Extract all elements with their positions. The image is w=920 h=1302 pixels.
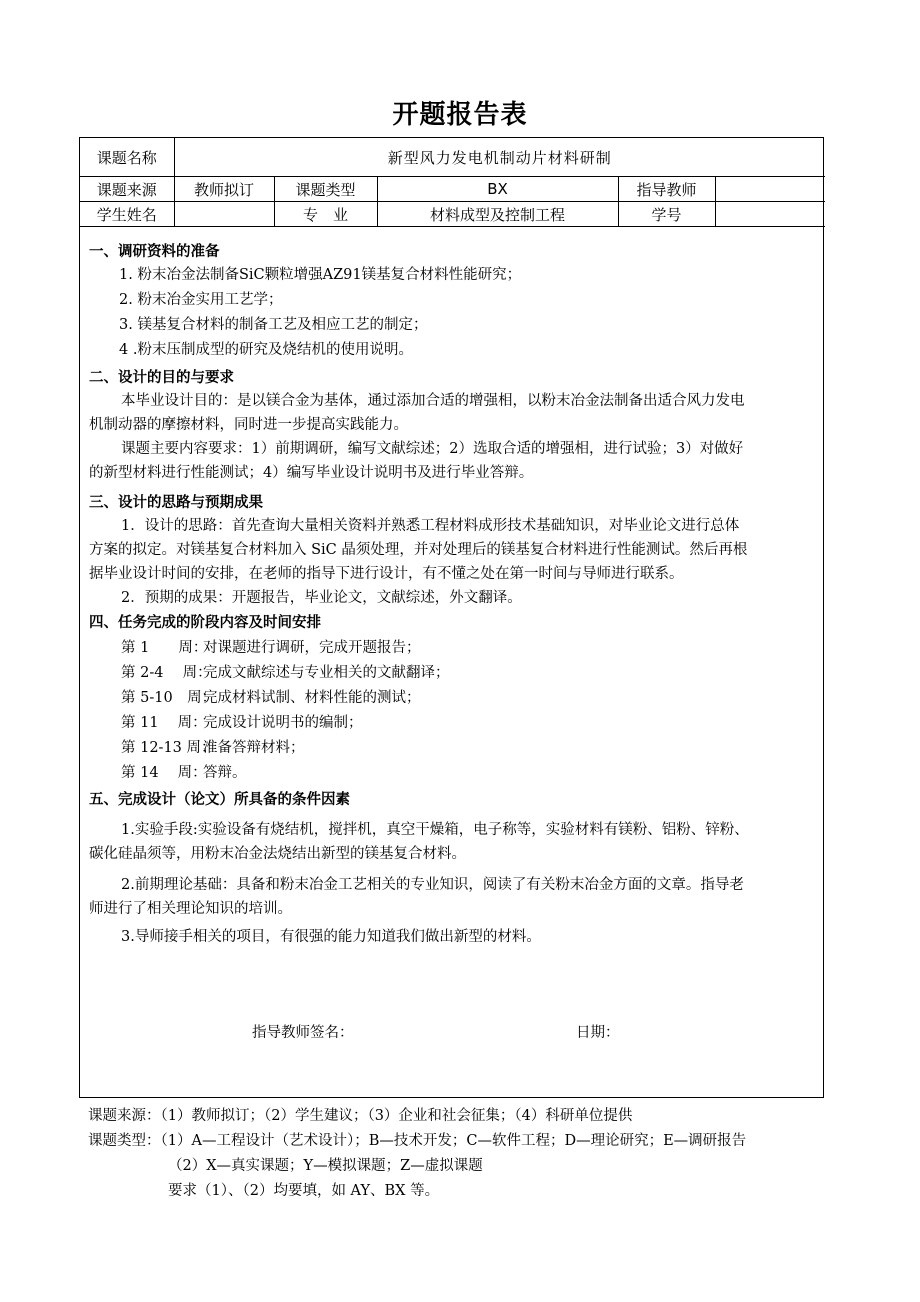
list-item: 3. 镁基复合材料的制备工艺及相应工艺的制定； (119, 317, 428, 333)
schedule-task: 答辩。 (203, 765, 247, 781)
paragraph-line: 碳化硅晶须等，用粉末冶金法烧结出新型的镁基复合材料。 (89, 846, 466, 862)
paragraph-line: 2.前期理论基础：具备和粉末冶金工艺相关的专业知识，阅读了有关粉末冶金方面的文章。指导老 (121, 877, 744, 893)
schedule-week: 第 12-13 周： (121, 740, 216, 756)
student-label: 学生姓名 (80, 202, 174, 227)
paragraph-line: 课题主要内容要求：1）前期调研，编写文献综述；2）选取合适的增强相，进行试验；3）对做好 (121, 441, 744, 457)
list-item: 1. 粉末冶金法制备SiC颗粒增强AZ91镁基复合材料性能研究； (119, 267, 522, 283)
section-2-title: 二、设计的目的与要求 (89, 370, 234, 386)
report-form (79, 137, 824, 1098)
source-value[interactable]: 教师拟订 (174, 177, 274, 202)
source-label: 课题来源 (80, 177, 174, 202)
note-type-2: （2）X—真实课题；Y—模拟课题；Z—虚拟课题 (168, 1158, 483, 1174)
schedule-task: 完成设计说明书的编制； (203, 715, 363, 731)
paragraph-line: 1．设计的思路：首先查询大量相关资料并熟悉工程材料成形技术基础知识，对毕业论文进行总体 (121, 518, 740, 534)
paragraph-line: 本毕业设计目的：是以镁合金为基体，通过添加合适的增强相，以粉末冶金法制备出适合风力发电 (121, 393, 745, 409)
id-label: 学号 (618, 202, 715, 227)
paragraph-line: 师进行了相关理论知识的培训。 (89, 901, 292, 917)
schedule-week: 第 14 周： (121, 765, 207, 781)
paragraph-line: 3.导师接手相关的项目，有很强的能力知道我们做出新型的材料。 (121, 929, 541, 945)
paragraph-line: 2．预期的成果：开题报告，毕业论文，文献综述，外文翻译。 (121, 590, 522, 606)
id-value[interactable] (715, 202, 825, 227)
topic-value[interactable]: 新型风力发电机制动片材料研制 (174, 138, 825, 177)
list-item (121, 711, 363, 732)
section-5-title: 五、完成设计（论文）所具备的条件因素 (89, 792, 350, 808)
note-requirement: 要求（1）、（2）均要填，如 AY、BX 等。 (168, 1183, 440, 1199)
schedule-week: 第 5-10 周： (121, 690, 217, 706)
schedule-task: 准备答辩材料； (203, 740, 305, 756)
page-title: 开题报告表 (392, 100, 528, 130)
type-value[interactable]: BX (377, 177, 618, 202)
schedule-week: 第 1 周： (121, 640, 208, 656)
advisor-label: 指导教师 (618, 177, 715, 202)
paragraph-line: 机制动器的摩擦材料，同时进一步提高实践能力。 (89, 417, 408, 433)
section-1-title: 一、调研资料的准备 (89, 244, 220, 260)
list-item (121, 736, 305, 757)
schedule-week: 第 2-4 周： (121, 665, 212, 681)
note-type: 课题类型：（1）A—工程设计（艺术设计）；B—技术开发；C—软件工程；D—理论研究；E—调研报告 (88, 1133, 747, 1149)
topic-label: 课题名称 (80, 138, 174, 177)
list-item (121, 636, 421, 657)
major-value[interactable]: 材料成型及控制工程 (377, 202, 618, 227)
advisor-signature-label: 指导教师签名： (252, 1025, 354, 1041)
student-value[interactable] (174, 202, 274, 227)
schedule-week: 第 11 周： (121, 715, 207, 731)
list-item (121, 661, 450, 682)
date-label: 日期： (576, 1025, 620, 1041)
schedule-task: 对课题进行调研，完成开题报告； (203, 640, 421, 656)
list-item: 2. 粉末冶金实用工艺学； (119, 292, 283, 308)
schedule-task: 完成文献综述与专业相关的文献翻译； (203, 665, 450, 681)
list-item (121, 761, 247, 782)
section-3-title: 三、设计的思路与预期成果 (89, 495, 263, 511)
paragraph-line: 的新型材料进行性能测试；4）编写毕业设计说明书及进行毕业答辩。 (89, 465, 534, 481)
list-item (121, 686, 421, 707)
info-table (80, 138, 825, 227)
paragraph-line: 据毕业设计时间的安排，在老师的指导下进行设计，有不懂之处在第一时间与导师进行联系。 (89, 566, 684, 582)
advisor-value[interactable] (715, 177, 825, 202)
section-4-title: 四、任务完成的阶段内容及时间安排 (89, 615, 321, 631)
major-label: 专 业 (274, 202, 377, 227)
schedule-task: 完成材料试制、材料性能的测试； (203, 690, 421, 706)
type-label: 课题类型 (274, 177, 377, 202)
list-item: 4 .粉末压制成型的研究及烧结机的使用说明。 (119, 342, 413, 358)
paragraph-line: 1.实验手段:实验设备有烧结机，搅拌机，真空干燥箱，电子称等，实验材料有镁粉、铝粉、锌粉、 (121, 822, 749, 838)
note-source: 课题来源：（1）教师拟订；（2）学生建议；（3）企业和社会征集；（4）科研单位提供 (88, 1108, 633, 1124)
paragraph-line: 方案的拟定。对镁基复合材料加入 SiC 晶须处理，并对处理后的镁基复合材料进行性能测试。然后再根 (89, 542, 748, 558)
